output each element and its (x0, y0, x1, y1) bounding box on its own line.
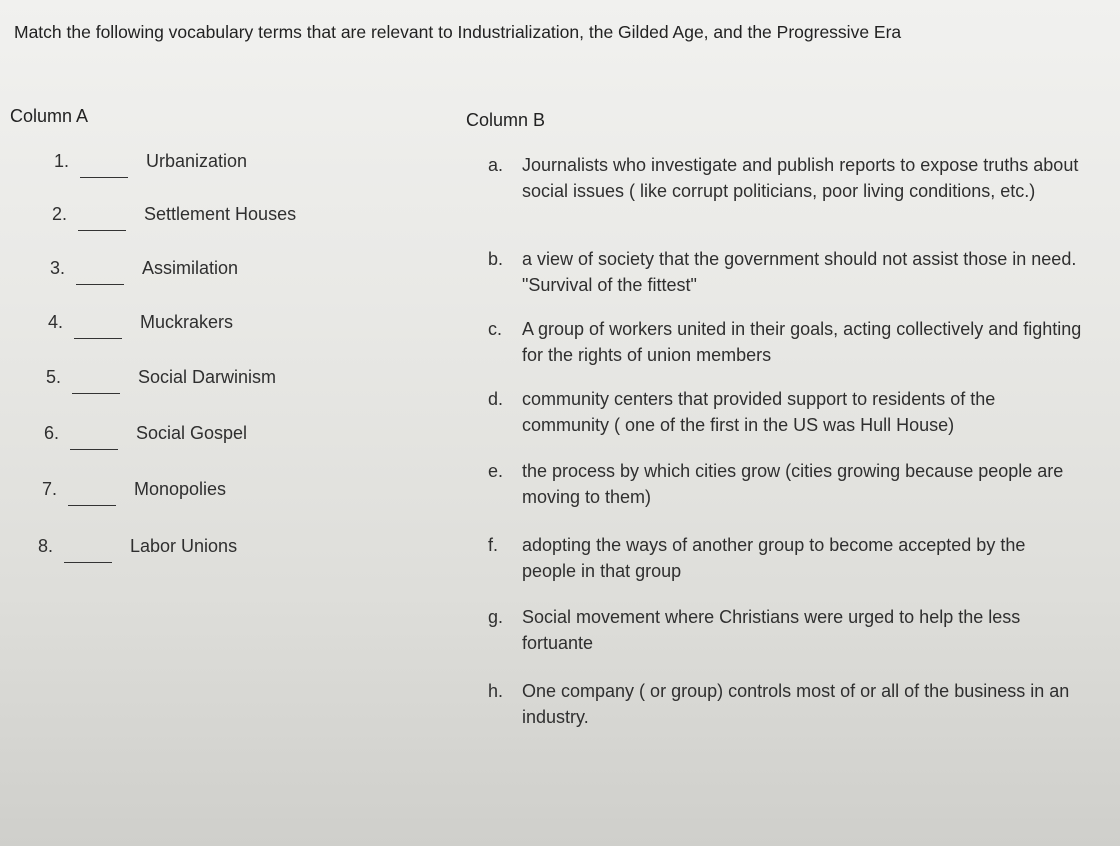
term-row (50, 258, 390, 298)
answer-blank[interactable] (64, 562, 112, 563)
definition-text: Journalists who investigate and publish reports to expose truths about social issues ( like corrupt politicians, poor living conditions, etc.) (522, 155, 1079, 201)
answer-blank[interactable] (76, 284, 124, 285)
worksheet-instructions: Match the following vocabulary terms that are relevant to Industrialization, the Gilded Age, and the Progressive Era (14, 22, 902, 42)
term-label: Social Gospel (136, 423, 248, 443)
definition-letter: d. (488, 389, 504, 409)
term-row (54, 151, 394, 191)
definition-letter: h. (488, 681, 504, 701)
definition-letter: g. (488, 607, 504, 627)
answer-blank[interactable] (80, 177, 128, 178)
term-row (38, 536, 378, 576)
term-label: Monopolies (134, 479, 227, 499)
column-a-heading: Column A (10, 106, 89, 126)
definition-text: Social movement where Christians were urged to help the less fortuante (522, 607, 1021, 653)
term-row (44, 423, 384, 463)
definition-text: adopting the ways of another group to become accepted by the people in that group (522, 535, 1026, 581)
definition-letter: a. (488, 155, 504, 175)
term-row (46, 367, 386, 407)
term-number: 2. (52, 204, 68, 224)
answer-blank[interactable] (68, 505, 116, 506)
answer-blank[interactable] (74, 338, 122, 339)
column-b-heading: Column B (466, 110, 546, 130)
answer-blank[interactable] (70, 449, 118, 450)
term-label: Muckrakers (140, 312, 234, 332)
definition-text: One company ( or group) controls most of or all of the business in an industry. (522, 681, 1070, 727)
definition-text: community centers that provided support to residents of the community ( one of the first in the US was Hull House) (522, 389, 996, 435)
term-number: 7. (42, 479, 58, 499)
definition-text: the process by which cities grow (cities growing because people are moving to them) (522, 461, 1064, 507)
term-number: 3. (50, 258, 66, 278)
term-label: Labor Unions (130, 536, 238, 556)
answer-blank[interactable] (78, 230, 126, 231)
definition-letter: b. (488, 249, 504, 269)
term-label: Assimilation (142, 258, 239, 278)
term-number: 1. (54, 151, 70, 171)
term-number: 4. (48, 312, 64, 332)
term-label: Settlement Houses (144, 204, 297, 224)
term-number: 6. (44, 423, 60, 443)
term-number: 8. (38, 536, 54, 556)
term-row (52, 204, 392, 244)
term-label: Social Darwinism (138, 367, 277, 387)
term-row (48, 312, 388, 352)
term-number: 5. (46, 367, 62, 387)
definition-letter: f. (488, 535, 499, 555)
term-label: Urbanization (146, 151, 248, 171)
definition-text: A group of workers united in their goals, acting collectively and fighting for the rights of union members (522, 319, 1082, 365)
answer-blank[interactable] (72, 393, 120, 394)
definition-letter: c. (488, 319, 503, 339)
definition-letter: e. (488, 461, 504, 481)
term-row (42, 479, 382, 519)
definition-text: a view of society that the government should not assist those in need. "Survival of the fittest" (522, 249, 1077, 295)
